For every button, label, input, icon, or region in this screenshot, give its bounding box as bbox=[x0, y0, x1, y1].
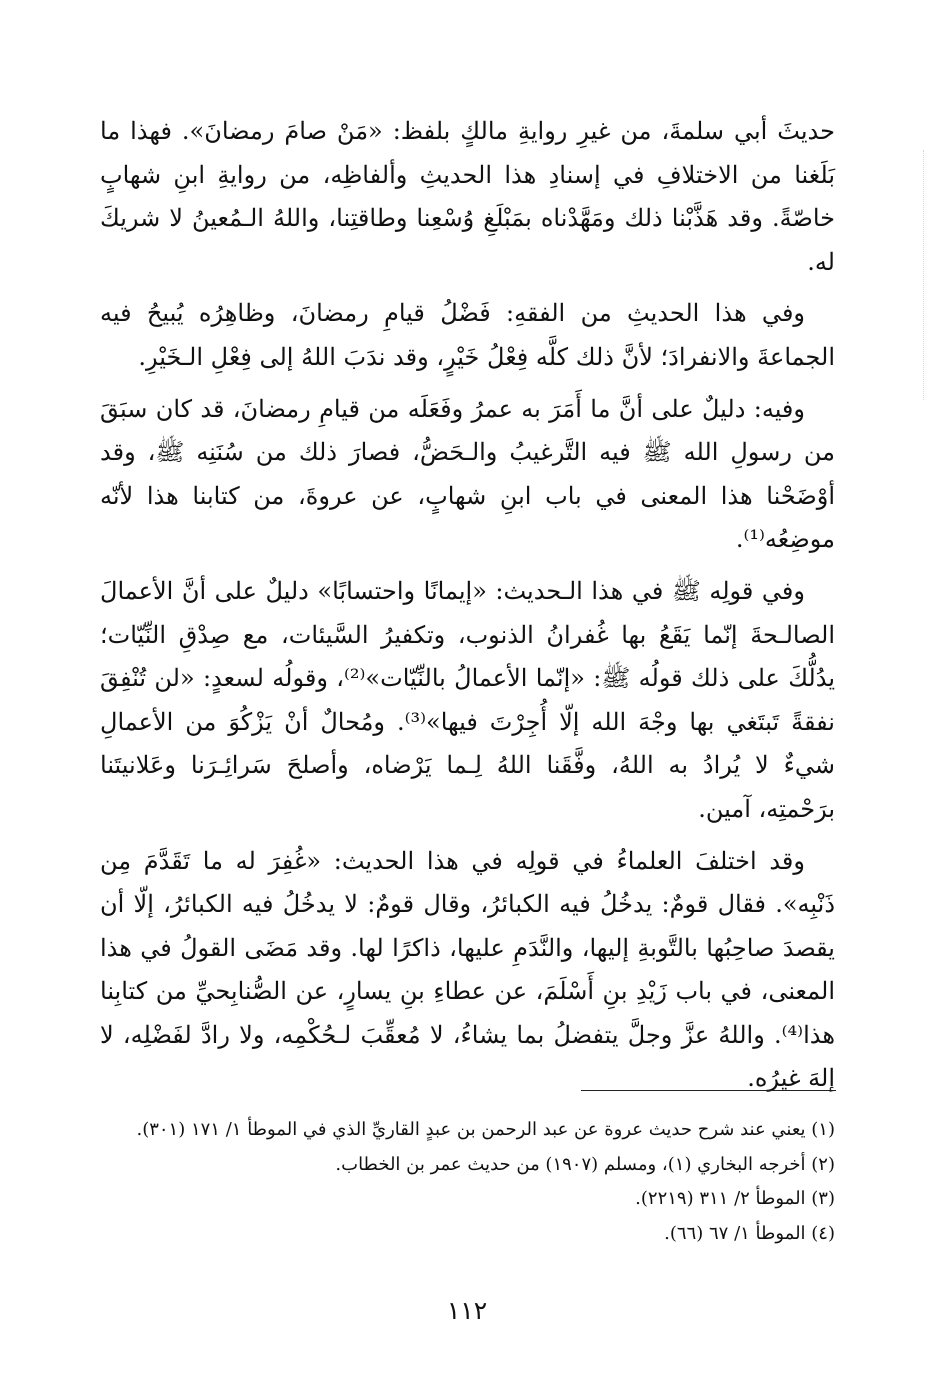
paragraph-5: وقد اختلفَ العلماءُ في قولِه في هذا الحديث: «غُفِرَ له ما تَقَدَّمَ مِن ذَنْبِه». فقال قومٌ: يدخُلُ فيه الكبائرُ، وقال قومٌ: لا يدخُلُ فيه الكبائرُ، إلّا أن يقصدَ صاحِبُها بالتَّوبةِ إليها، والنَّدَمِ عليها، ذاكرًا لها. وقد مَضَى القولُ في هذا المعنى، في باب زَيْدِ بنِ أَسْلَمَ، عن عطاءِ بنِ يسارٍ، عن الصُّنابِحيِّ من كتابِنا هذا⁽⁴⁾. واللهُ عزَّ وجلَّ يتفضلُ بما يشاءُ، لا مُعقِّبَ لـحُكْمِه، ولا رادَّ لفَضْلِه، لا إلهَ غيرُه. bbox=[100, 846, 836, 1093]
paragraph-3: وفيه: دليلٌ على أنَّ ما أَمَرَ به عمرُ وفَعَلَه من قيامِ رمضانَ، قد كان سبَقَ من رسولِ الله ﷺ فيه التَّرغيبُ والـحَضُّ، فصارَ ذلك من سُنَنِه ﷺ، وقد أوْضَحْنا هذا المعنى في باب ابنِ شهابٍ، عن عروةَ، من كتابنا هذا لأنّه موضِعُه⁽¹⁾. bbox=[100, 394, 835, 554]
main-text-body bbox=[100, 110, 835, 1109]
scan-margin-noise bbox=[907, 150, 924, 400]
page-number: ١١٢ bbox=[446, 1296, 488, 1325]
footnote-1: (١) يعني عند شرح حديث عروة عن عبد الرحمن بن عبدٍ القاريِّ الذي في الموطأ ١/ ١٧١ (٣٠١). bbox=[136, 1119, 835, 1140]
footnote-divider bbox=[581, 1090, 836, 1091]
paragraph-2: وفي هذا الحديثِ من الفقهِ: فَضْلُ قيامِ رمضانَ، وظاهِرُه يُبيحُ فيه الجماعةَ والانفرادَ؛ لأنَّ ذلك كلَّه فِعْلُ خَيْرٍ، وقد ندَبَ اللهُ إلى فِعْلِ الـخَيْرِ. bbox=[100, 299, 835, 371]
footnote-2: (٢) أخرجه البخاري (١)، ومسلم (١٩٠٧) من حديث عمر بن الخطاب. bbox=[335, 1153, 835, 1175]
paragraph-4: وفي قولِه ﷺ في هذا الـحديث: «إيمانًا واحتسابًا» دليلٌ على أنَّ الأعمالَ الصالـحةَ إنّما يَقَعُ بها غُفرانُ الذنوب، وتكفيرُ السَّيئات، مع صِدْقِ النِّيّات؛ يدُلُّكَ على ذلك قولُه ﷺ: «إنّما الأعمالُ بالنِّيّات»⁽²⁾، وقولُه لسعدٍ: «لن تُنْفِقَ نفقةً تَبتَغي بها وجْهَ الله إلّا أُجِرْتَ فيها»⁽³⁾. ومُحالٌ أنْ يَزْكُوَ من الأعمالِ شيءٌ لا يُرادُ به اللهُ، وفَّقَنا اللهُ لِـما يَرْضاه، وأصلحَ سَرائِـرَنا وعَلانيتَنا برَحْمتِه، آمين. bbox=[100, 576, 836, 823]
paragraph-1: حديثَ أبي سلمةَ، من غيرِ روايةِ مالكٍ بلفظ: «مَنْ صامَ رمضانَ». فهذا ما بَلَغنا من الاختلافِ في إسنادِ هذا الحديثِ وألفاظِه، من روايةِ ابنِ شهابٍ خاصّةً. وقد هَذَّبْنا ذلك ومَهَّدْناه بمَبْلَغِ وُسْعِنا وطاقتِنا، واللهُ الـمُعينُ لا شريكَ له. bbox=[100, 117, 835, 276]
footnote-3: (٣) الموطأ ٢/ ٣١١ (٢٢١٩). bbox=[635, 1188, 835, 1209]
footnotes-section bbox=[100, 1113, 835, 1251]
footnote-4: (٤) الموطأ ١/ ٦٧ (٦٦). bbox=[664, 1222, 835, 1244]
